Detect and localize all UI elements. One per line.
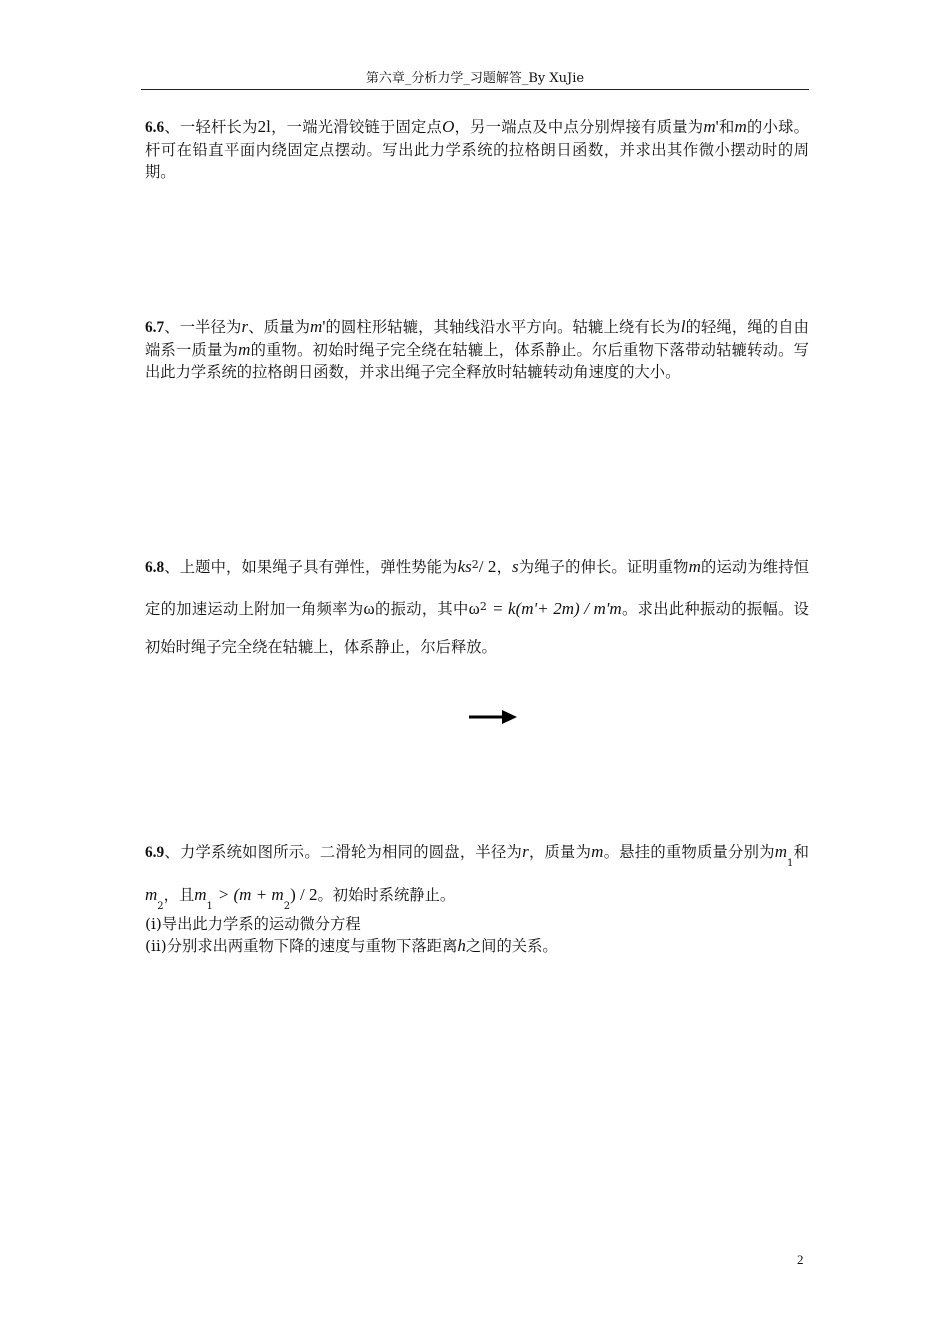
math-prime: ': [715, 117, 719, 136]
problem-6-9: [145, 836, 809, 922]
text: 和: [793, 843, 809, 861]
text: 一轻杆长为: [179, 118, 258, 136]
math-m: m: [591, 842, 604, 861]
math-m: m: [310, 317, 323, 336]
math-subscript: 2: [157, 901, 164, 912]
math-s: s: [512, 557, 519, 576]
problem-number: 6.8: [145, 559, 165, 576]
problem-number: 6.6: [145, 119, 165, 136]
math-m: m: [734, 117, 747, 136]
text: 上题中，如果绳子具有弹性，弹性势能为: [179, 558, 458, 576]
math-ks: ks: [457, 557, 472, 576]
math-omega: ω: [363, 598, 375, 618]
math-m1: m: [194, 885, 207, 904]
text: 为绳子的伸长。证明重物: [518, 558, 689, 576]
separator: 、: [164, 843, 180, 861]
list-item: [145, 935, 809, 957]
math-m: m: [703, 117, 716, 136]
math-tail: ) / 2: [290, 885, 318, 904]
text: 的运动为维持恒定的加速运动上附加一角频率为: [145, 558, 809, 618]
math-inequality: > (m + m: [217, 885, 284, 904]
text: 、质量为: [248, 318, 311, 336]
math-subscript: 2: [283, 901, 291, 912]
math-div2: / 2: [478, 557, 497, 576]
math-r: r: [522, 842, 529, 861]
math-exponent: 2: [479, 599, 487, 613]
separator: 、: [164, 118, 180, 136]
text: 的轻绳，绳的自由端系一质量为: [145, 318, 809, 359]
math-O: O: [442, 117, 455, 136]
problem-6-7: [145, 316, 809, 383]
arrow-right-icon: [468, 708, 518, 726]
text: 的振动，其中: [374, 599, 469, 618]
list-item: (i)导出此力学系的运动微分方程: [145, 915, 361, 933]
text: 的圆柱形轱辘，其轴线沿水平方向。轱辘上绕有长为: [325, 318, 681, 336]
text: 的小球。杆可在铅直平面内绕固定点摆动。写出此力学系统的拉格朗日函数，并求出其作微小摆动时的周期。: [145, 118, 809, 181]
text: 的重物。初始时绳子完全绕在轱辘上，体系静止。尔后重物下落带动轱辘转动。写出此力学系统的拉格朗日函数，并求出绳子完全释放时轱辘转动角速度的大小。: [145, 341, 809, 381]
math-m: m: [238, 340, 251, 359]
math-l: l: [680, 317, 686, 336]
math-m1: m: [774, 842, 788, 861]
math-omega: ω: [468, 598, 480, 618]
text: (ii)分别求出两重物下降的速度与重物下落距离: [145, 937, 458, 955]
math-exponent: 2: [471, 558, 479, 571]
problem-number: 6.9: [145, 844, 165, 861]
text: ，一端光滑铰链于固定点: [270, 118, 443, 136]
text: ，且: [163, 886, 195, 904]
math-r: r: [241, 317, 249, 336]
math-h: h: [457, 936, 466, 955]
header-rule: [141, 89, 809, 90]
problem-6-9-items: [145, 913, 809, 957]
text: 。求出此种振动的振幅。设初始时绳子完全绕在轱辘上，体系静止，尔后释放。: [145, 599, 809, 656]
text: 。初始时系统静止。: [317, 886, 456, 904]
math-subscript: 1: [206, 901, 213, 912]
math-2l: 2l: [257, 117, 271, 136]
math-m2: m: [145, 885, 158, 904]
page-number: 2: [797, 1252, 804, 1267]
text: 。悬挂的重物质量分别为: [603, 843, 775, 861]
problem-6-8: [145, 546, 809, 667]
math-m: m: [688, 557, 701, 576]
separator: 、: [164, 558, 180, 576]
text: 和: [718, 118, 735, 136]
problem-number: 6.7: [145, 319, 165, 336]
separator: 、: [164, 318, 180, 336]
math-formula: = k(m'+ 2m) / m'm: [492, 598, 622, 618]
text: 一半径为: [179, 318, 242, 336]
math-subscript: 1: [787, 858, 794, 869]
math-prime: ': [322, 317, 326, 336]
text: 力学系统如图所示。二滑轮为相同的圆盘，半径为: [179, 843, 523, 861]
text: ，另一端点及中点分别焊接有质量为: [454, 118, 704, 136]
text: ，质量为: [528, 843, 592, 861]
text: ，: [496, 558, 513, 576]
text: 之间的关系。: [465, 937, 558, 955]
problem-6-6: [145, 116, 809, 183]
page-header: 第六章_分析力学_习题解答_By XuJie: [365, 71, 585, 86]
